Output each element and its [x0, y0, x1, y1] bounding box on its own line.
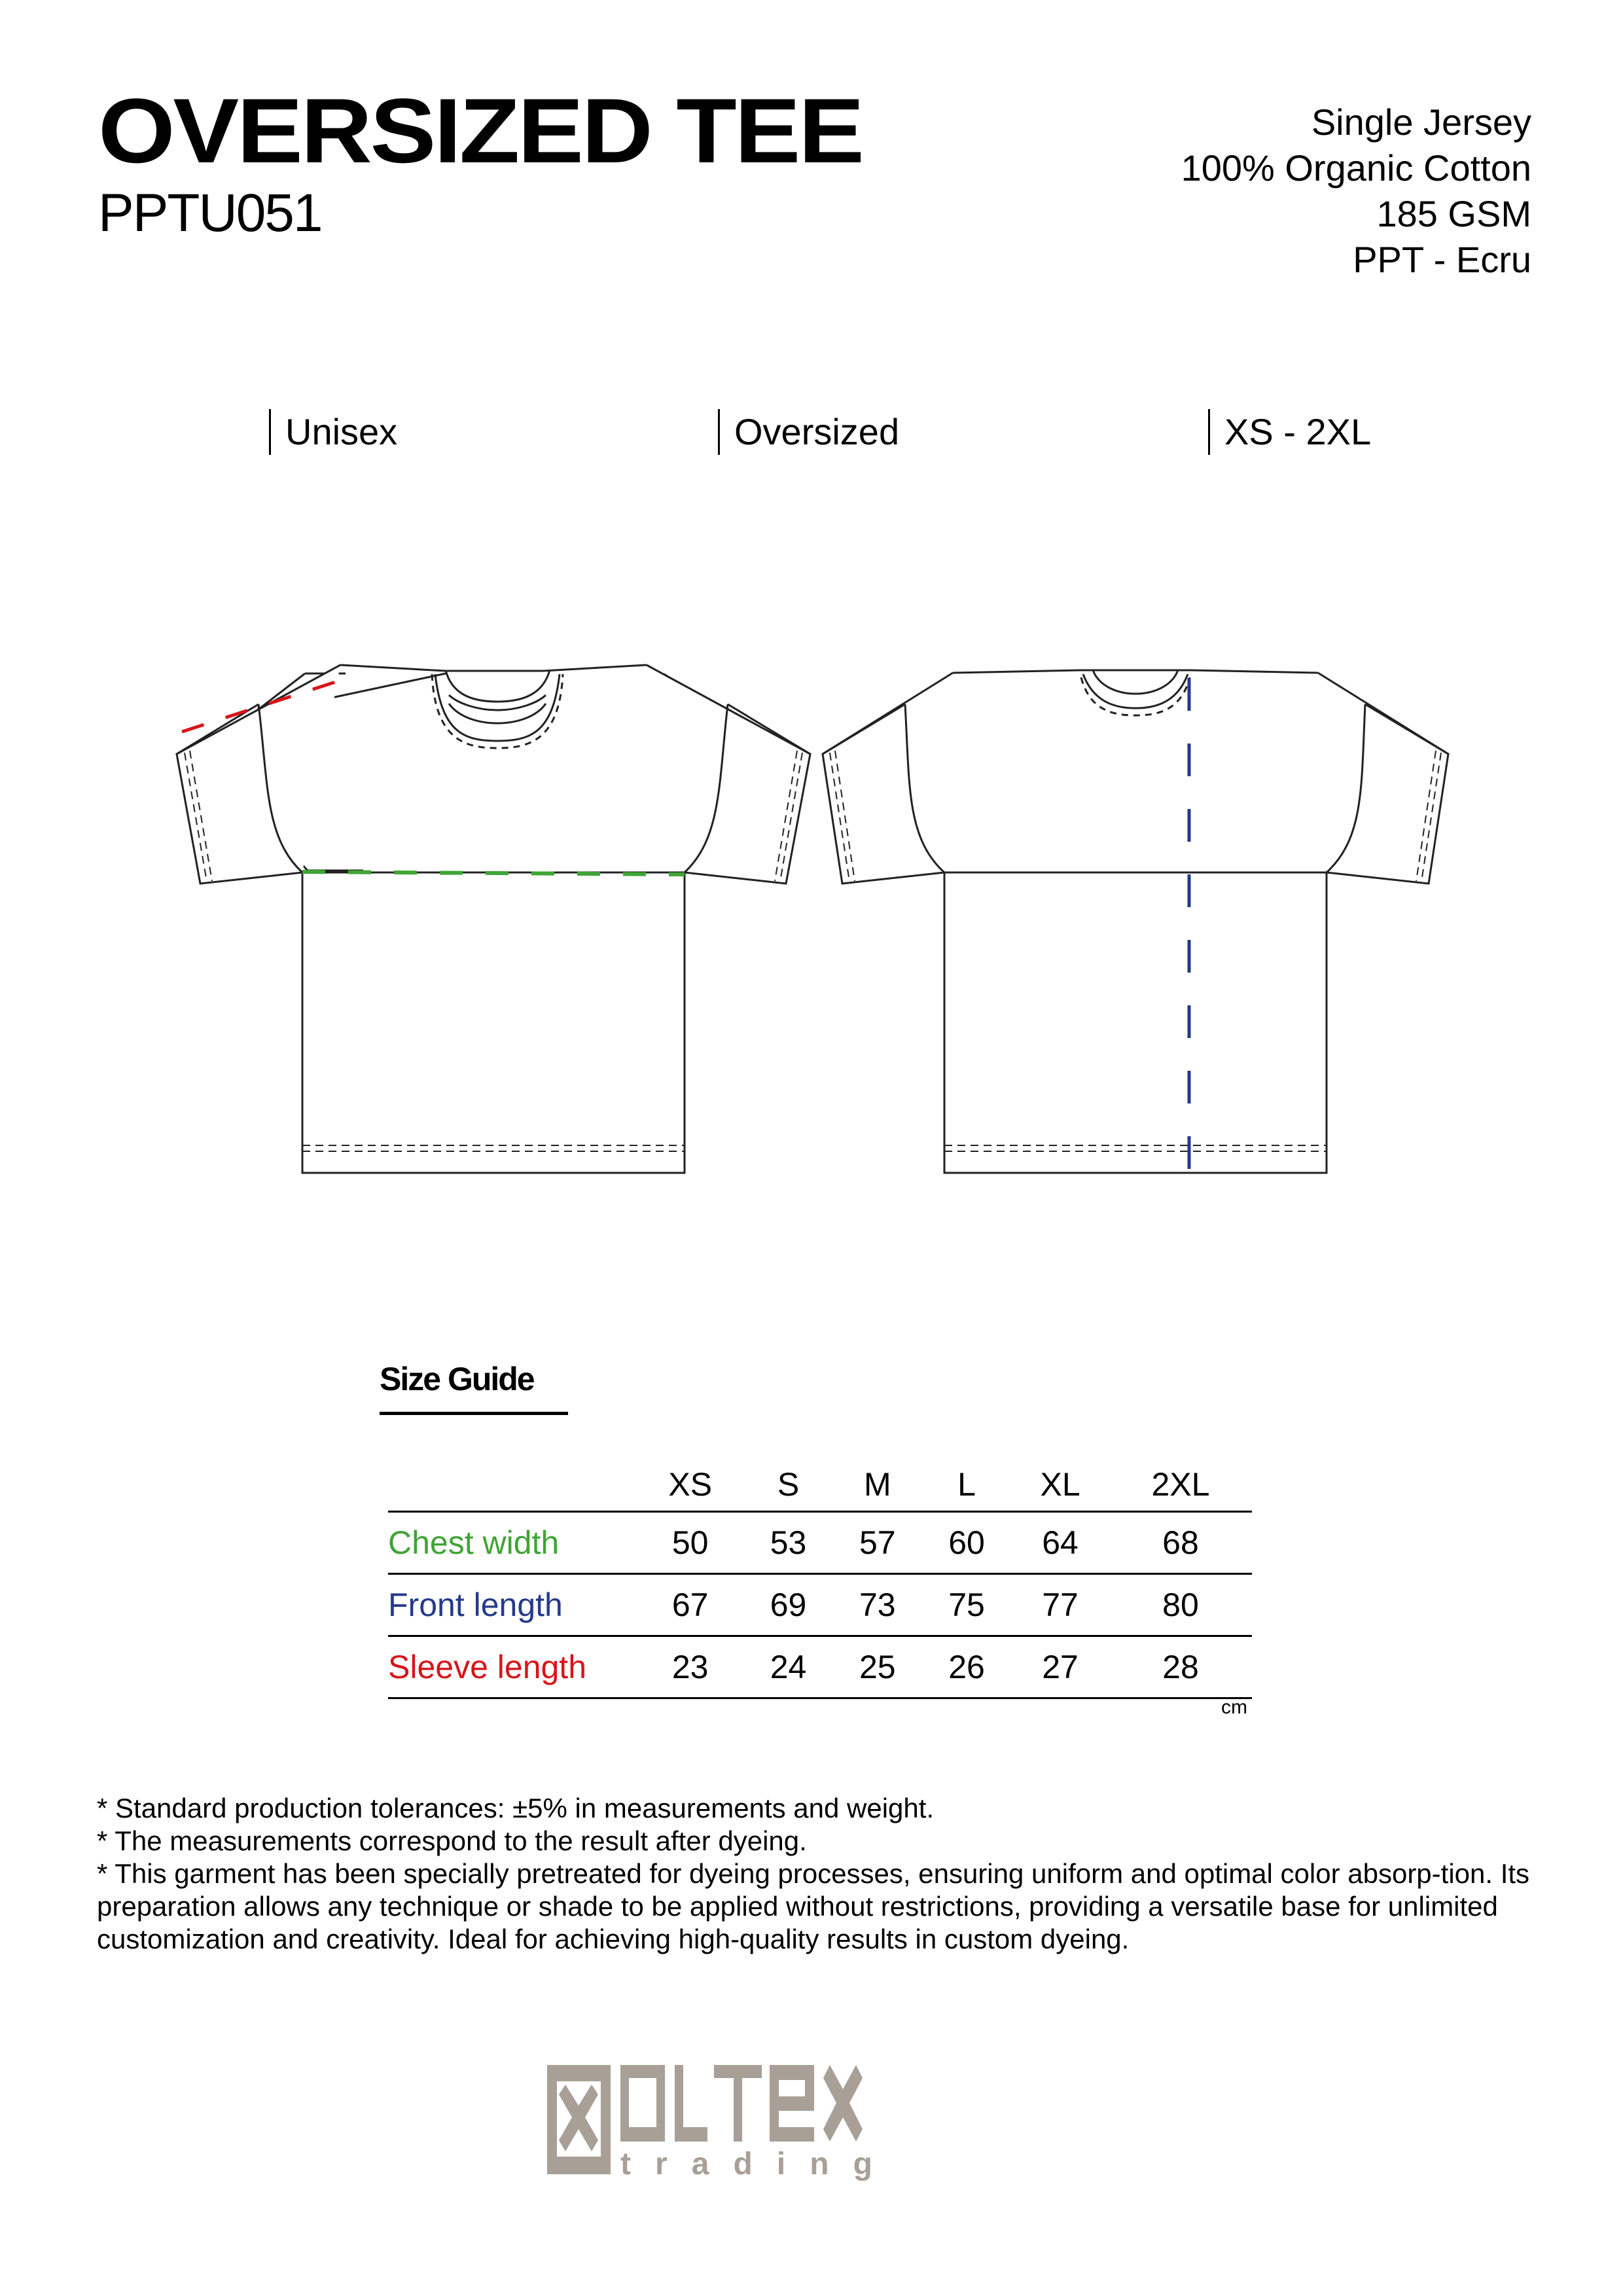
product-title: OVERSIZED TEE: [98, 79, 863, 182]
brand-logo: [547, 2058, 1090, 2189]
spec-color: PPT - Ecru: [1353, 239, 1531, 280]
size-col-xs: XS: [668, 1466, 713, 1503]
spec-fabric: Single Jersey: [1311, 101, 1531, 143]
tag-size-range: XS - 2XL: [1208, 409, 1371, 455]
value-cell: 69: [770, 1587, 807, 1623]
logo-tagline: trading: [620, 2147, 872, 2181]
front-tee-outline: [177, 665, 810, 1173]
value-cell: 50: [671, 1524, 709, 1561]
value-cell: 67: [671, 1587, 709, 1623]
value-cell: 25: [859, 1649, 896, 1685]
value-cell: 26: [948, 1649, 985, 1685]
size-header-row: [388, 1458, 1252, 1512]
value-cell: 75: [948, 1587, 985, 1623]
note-after-dyeing: * The measurements correspond to the result after dyeing.: [97, 1825, 807, 1856]
value-cell: 53: [770, 1524, 807, 1561]
value-cell: 64: [1042, 1524, 1079, 1561]
row-label-front-length: Front length: [388, 1587, 563, 1623]
spec-composition: 100% Organic Cotton: [1181, 147, 1531, 188]
tag-fit: Oversized: [718, 409, 899, 455]
back-tee-outline: [823, 670, 1448, 1173]
value-cell: 68: [1162, 1524, 1199, 1561]
value-cell: 77: [1042, 1587, 1079, 1623]
note-tolerances: * Standard production tolerances: ±5% in measurements and weight.: [97, 1793, 935, 1823]
value-cell: 23: [671, 1649, 709, 1685]
value-cell: 27: [1042, 1649, 1079, 1685]
size-col-xl: XL: [1040, 1466, 1080, 1503]
size-col-s: S: [777, 1466, 800, 1503]
row-label-chest-width: Chest width: [388, 1524, 560, 1561]
note-pretreated: * This garment has been specially pretreated for dyeing processes, ensuring uniform and optimal color absorp-tion. Its preparation allows any technique or shade to be applied without restrictions, providing a versatile base for unlimited customization and creativity. Ideal for achieving high-quality results in custom dyeing.: [97, 1858, 1530, 1954]
size-table: [388, 1458, 1252, 1699]
corner-cell: [388, 1458, 637, 1512]
footnotes: [97, 1792, 1537, 1956]
table-row-chest-width: [388, 1512, 1252, 1574]
size-guide-title: Size Guide: [380, 1361, 534, 1397]
chest-width-measure: [302, 872, 685, 874]
unit-label: cm: [1221, 1696, 1247, 1718]
value-cell: 57: [859, 1524, 896, 1561]
tag-gender: Unisex: [269, 409, 397, 455]
size-guide-underline: [380, 1412, 568, 1415]
size-col-m: M: [863, 1466, 891, 1503]
table-row-front-length: [388, 1574, 1252, 1636]
table-row-sleeve-length: [388, 1636, 1252, 1698]
size-col-l: L: [957, 1466, 976, 1503]
value-cell: 28: [1162, 1649, 1199, 1685]
value-cell: 80: [1162, 1587, 1199, 1623]
product-code: PPTU051: [98, 183, 322, 243]
value-cell: 60: [948, 1524, 985, 1561]
oltex-logo-icon: [547, 2058, 1090, 2189]
size-col-2xl: 2XL: [1151, 1466, 1210, 1503]
row-label-sleeve-length: Sleeve length: [388, 1649, 587, 1685]
value-cell: 24: [770, 1649, 807, 1685]
spec-weight: 185 GSM: [1376, 193, 1531, 234]
value-cell: 73: [859, 1587, 896, 1623]
